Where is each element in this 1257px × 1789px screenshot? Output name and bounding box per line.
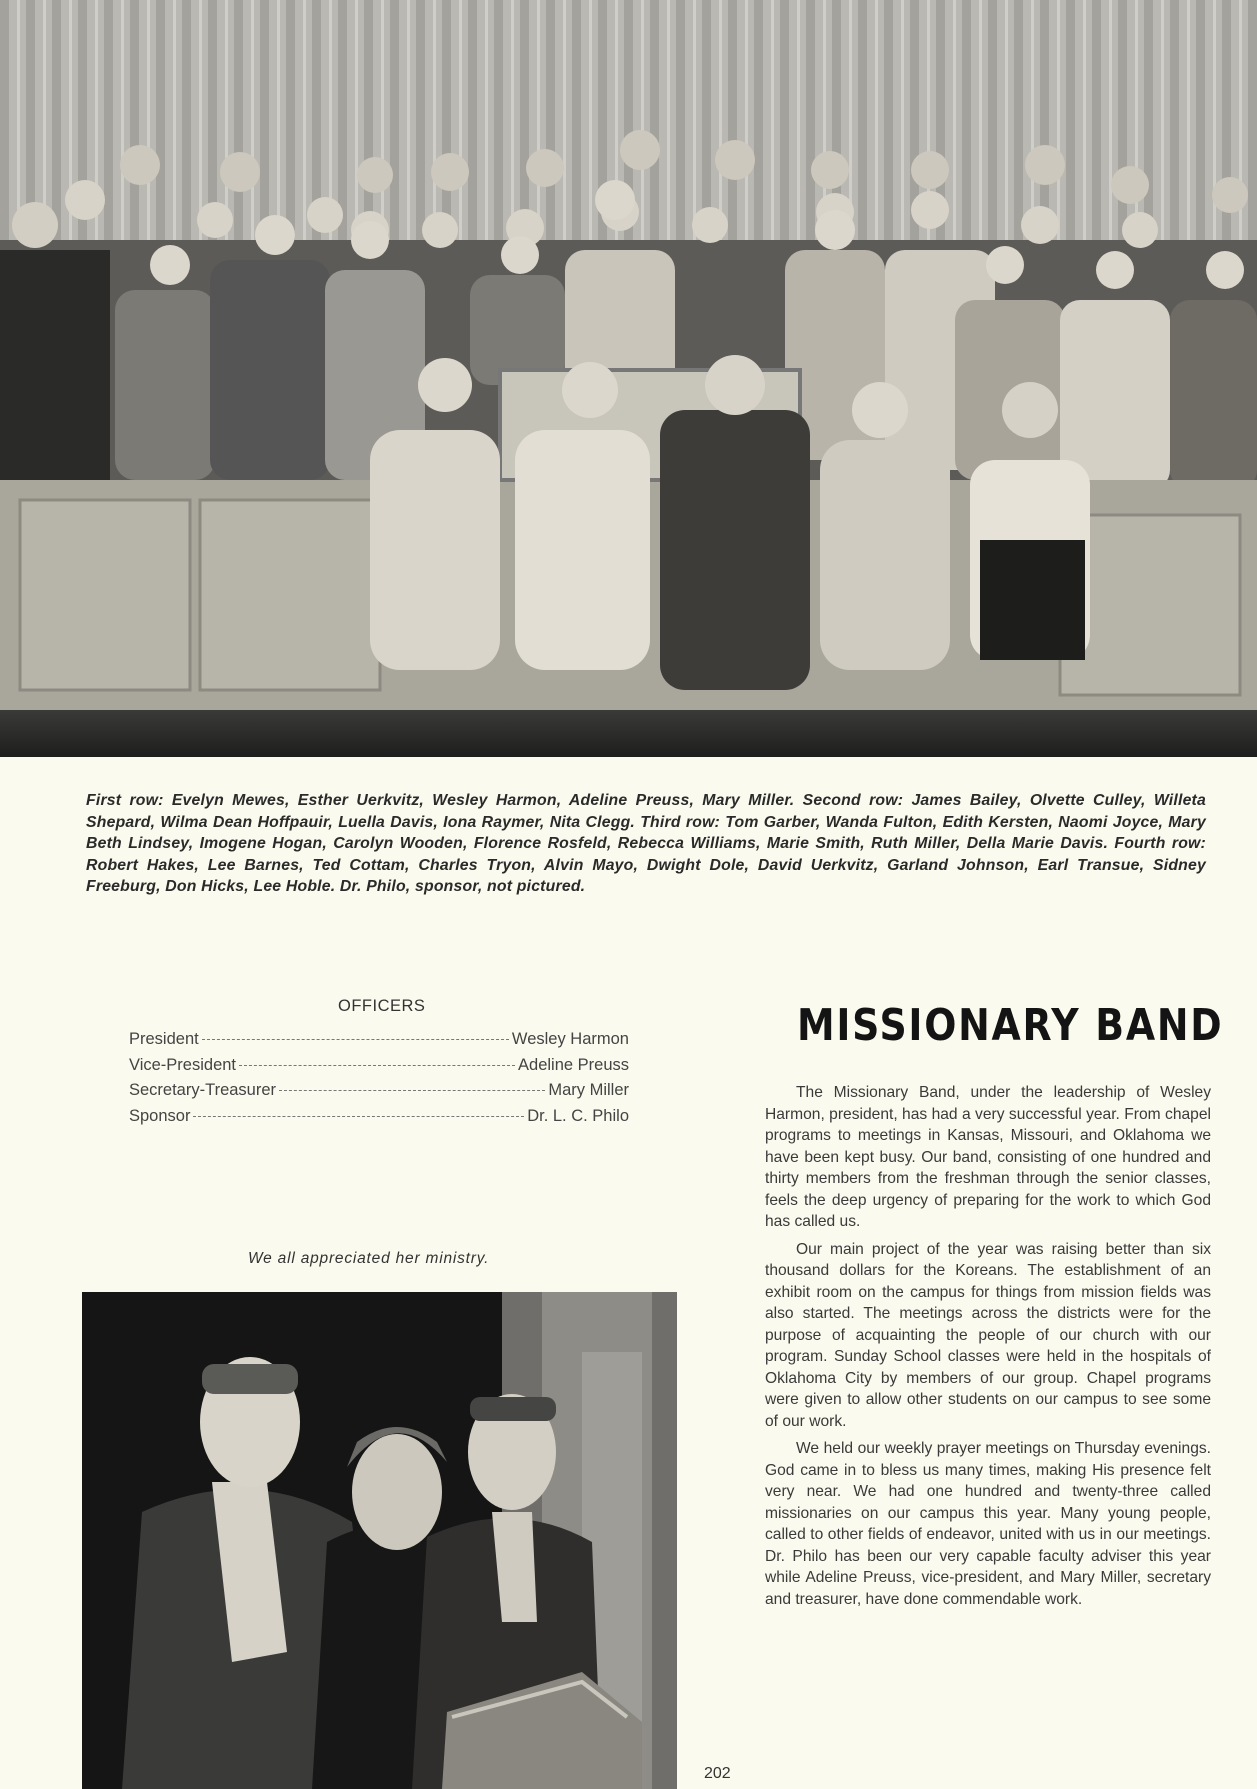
- officer-row-sponsor: [129, 1107, 629, 1133]
- officer-name: Dr. L. C. Philo: [527, 1106, 629, 1125]
- page-title: MISSIONARY BAND: [797, 1000, 1224, 1051]
- article-paragraph: The Missionary Band, under the leadership of Wesley Harmon, president, has had a very successful year. From chapel programs to meetings in Kansas, Missouri, and Oklahoma we have been kept busy. Our band, consisting of one hundred and thirty members from the freshman through the senior classes, feels the deep urgency of preparing for the work to which God has called us.: [765, 1084, 1211, 1230]
- portrait-photo: [82, 1292, 677, 1789]
- officer-row-vice-president: [129, 1056, 629, 1082]
- officer-name: Mary Miller: [548, 1081, 629, 1099]
- officer-row-president: [129, 1030, 629, 1056]
- officers-list: [129, 1030, 629, 1132]
- group-photo-image: [0, 0, 1257, 757]
- dotted-leader: [279, 1090, 545, 1091]
- article-body: [765, 1082, 1211, 1616]
- article-paragraph: We held our weekly prayer meetings on Thursday evenings. God came in to bless us many times, making His presence felt very near. We had one hundred and twenty-three called missionaries on our campus this year. Many young people, called to other fields of endeavor, united with us in our meetings. Dr. Philo has been our very capable faculty adviser this year while Adeline Preuss, vice-president, and Mary Miller, secretary and treasurer, have done commendable work.: [765, 1440, 1211, 1608]
- dotted-leader: [193, 1116, 524, 1117]
- officer-role: Vice-President: [129, 1055, 237, 1074]
- officer-name: Adeline Preuss: [518, 1055, 629, 1074]
- officers-heading: OFFICERS: [338, 997, 426, 1015]
- portrait-caption: We all appreciated her ministry.: [248, 1250, 490, 1267]
- group-photo: [0, 0, 1257, 757]
- article-paragraph: Our main project of the year was raising better than six thousand dollars for the Koreans. The establishment of an exhibit room on the campus for things from mission fields was also started. The meetings across the districts were for the purpose of acquainting the people of our church with our program. Sunday School classes were held in the hospitals of Oklahoma City by members of our group. Chapel programs were given to allow other students on our campus to see some of our work.: [765, 1240, 1211, 1430]
- portrait-photo-image: [82, 1292, 677, 1789]
- page-number: 202: [704, 1765, 731, 1782]
- officer-role: Sponsor: [129, 1106, 191, 1125]
- officer-name: Wesley Harmon: [511, 1030, 629, 1048]
- officer-row-secretary-treasurer: [129, 1081, 629, 1107]
- officer-role: President: [129, 1030, 199, 1048]
- group-photo-caption: First row: Evelyn Mewes, Esther Uerkvitz, Wesley Harmon, Adeline Preuss, Mary Miller. Second row: James Bailey, Olvette Culley, Willeta Shepard, Wilma Dean Hoffpauir, Luella Davis, Iona Raymer, Nita Clegg. Third row: Tom Garber, Wanda Fulton, Edith Kersten, Naomi Joyce, Mary Beth Lindsey, Imogene Hogan, Carolyn Wooden, Florence Rosfeld, Rebecca Williams, Marie Smith, Ruth Miller, Della Marie Davis. Fourth row: Robert Hakes, Lee Barnes, Ted Cottam, Charles Tryon, Alvin Mayo, Dwight Dole, David Uerkvitz, Garland Johnson, Earl Transue, Sidney Freeburg, Don Hicks, Lee Hoble. Dr. Philo, sponsor, not pictured.: [86, 792, 1206, 896]
- officer-role: Secretary-Treasurer: [129, 1081, 277, 1099]
- dotted-leader: [202, 1039, 509, 1040]
- dotted-leader: [239, 1065, 515, 1066]
